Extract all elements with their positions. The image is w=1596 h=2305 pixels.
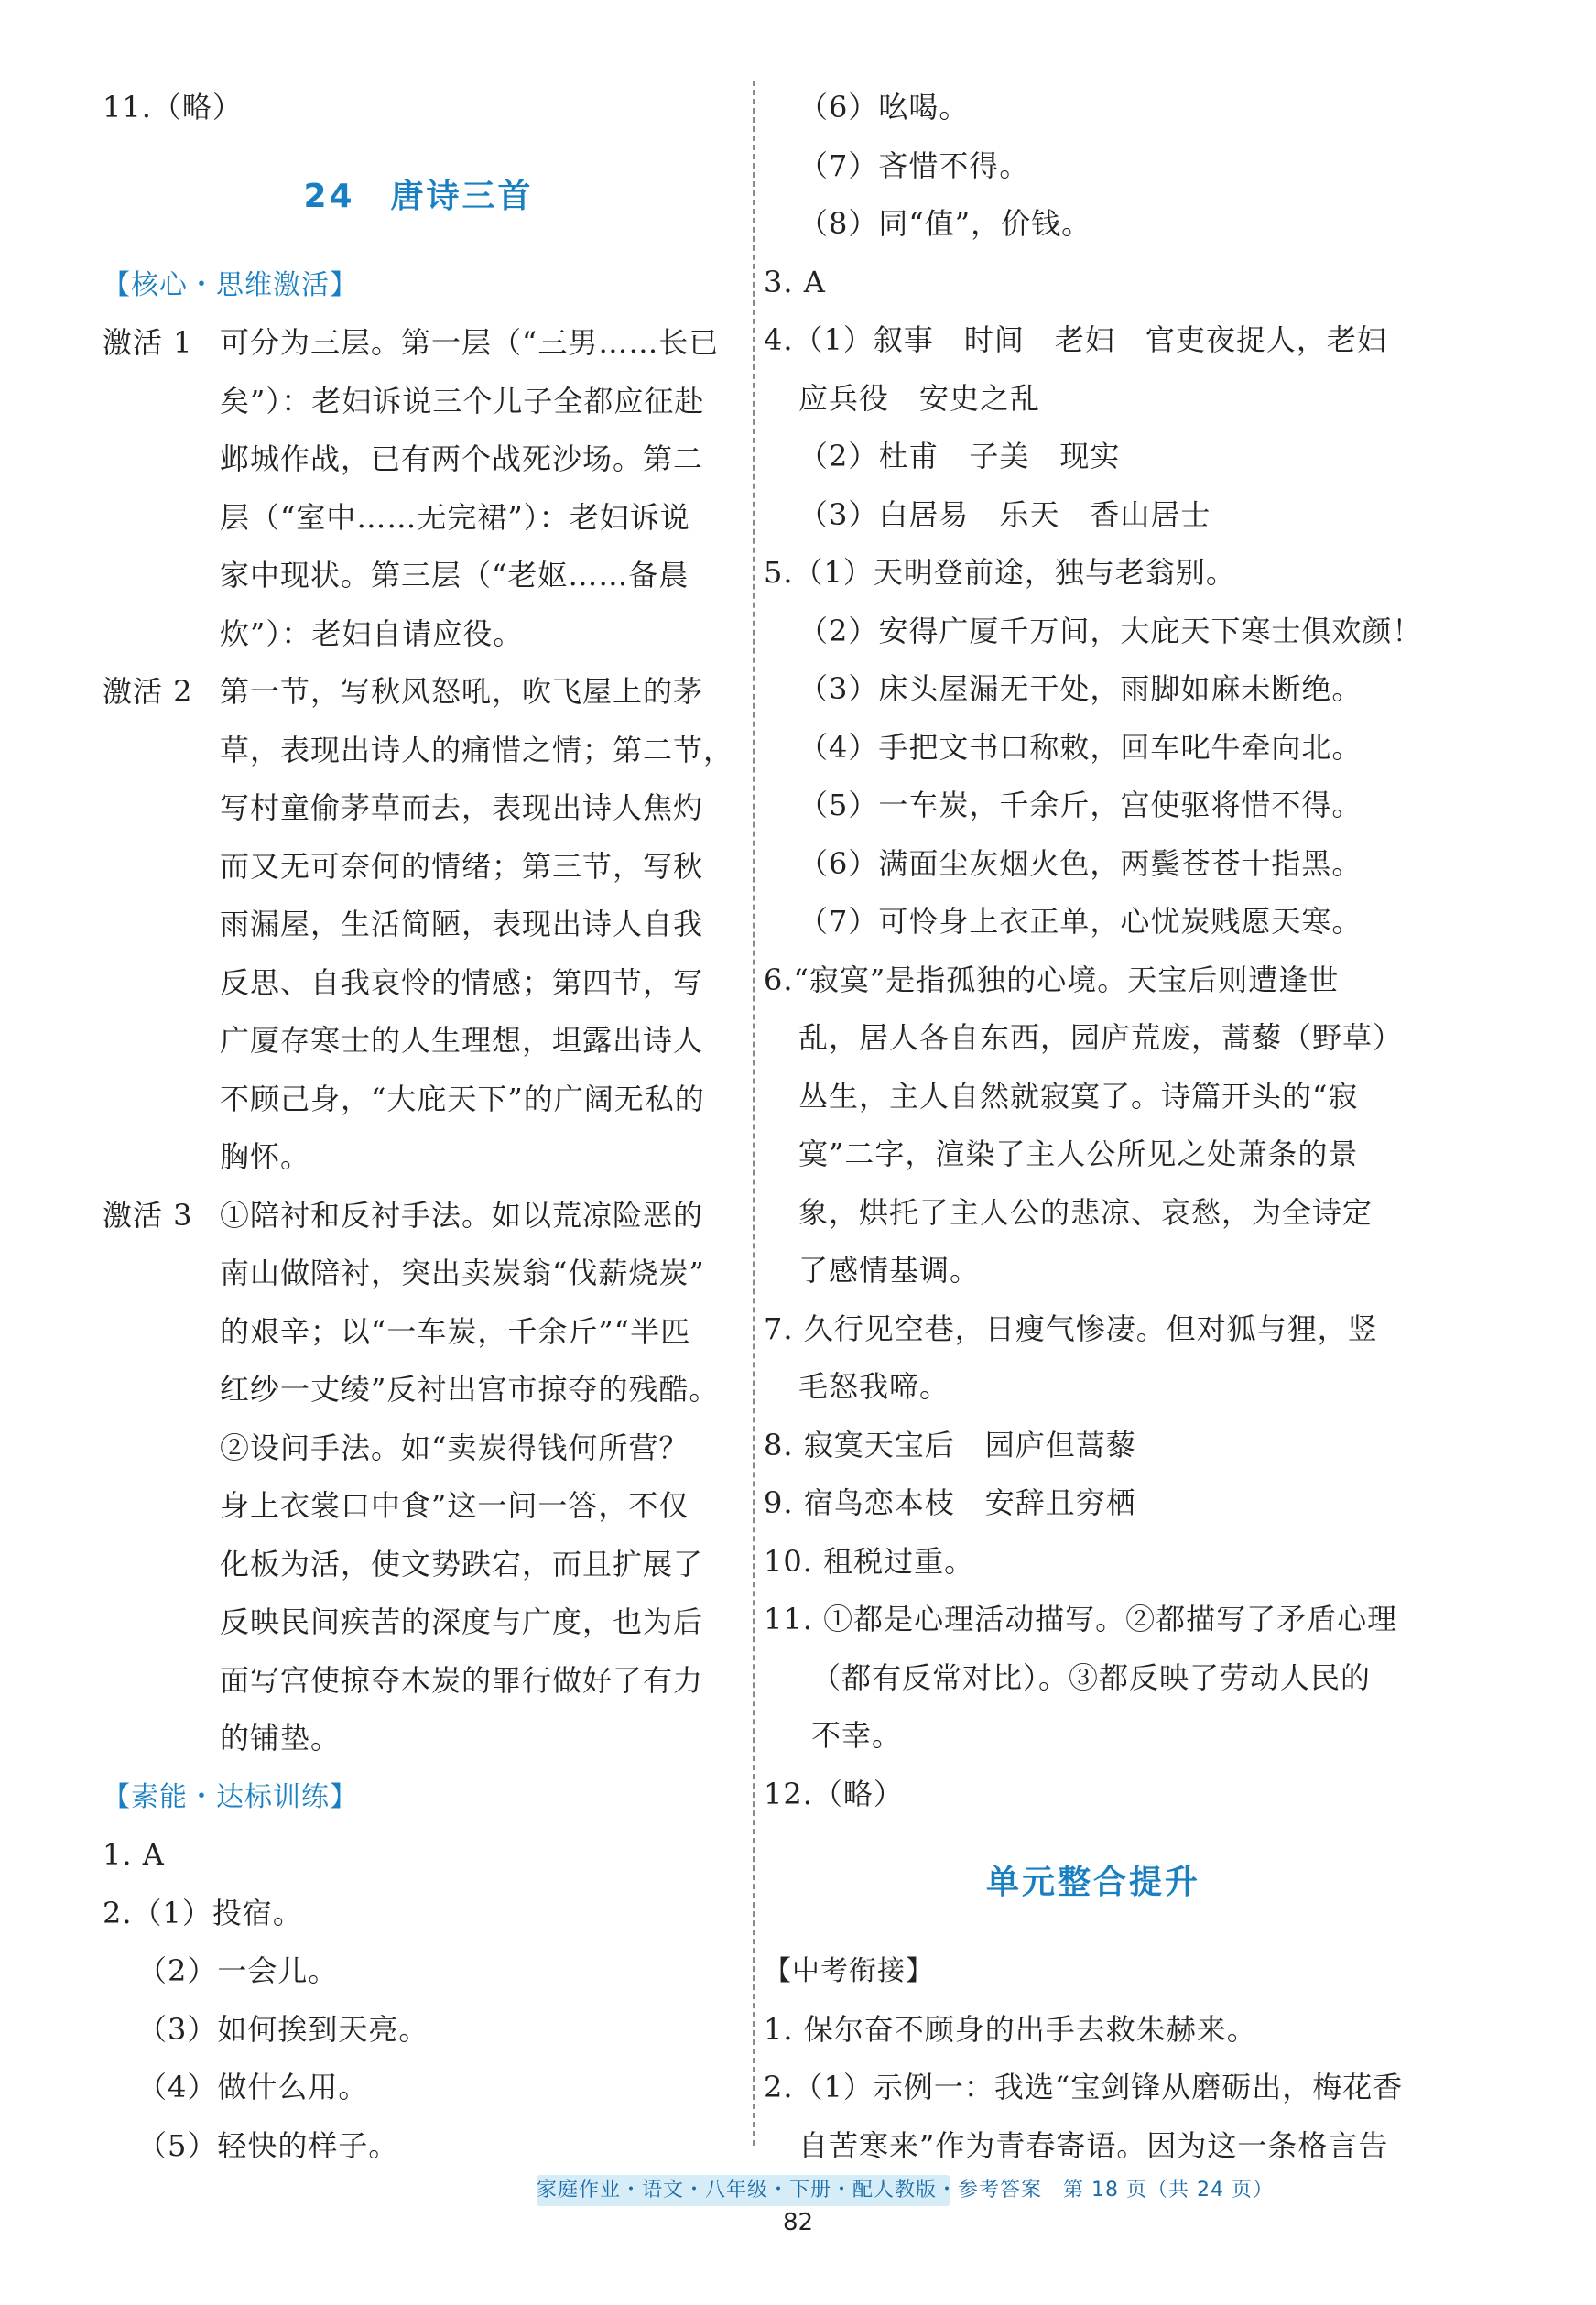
text-line: ②设问手法。如“卖炭得钱何所营？ <box>220 1430 689 1465</box>
text-line: 不顾己身，“大庇天下”的广阔无私的 <box>220 1081 705 1116</box>
text-line: （5）一车炭，千余斤，宫使驱将惜不得。 <box>798 788 1363 822</box>
text-line: 的艰辛；以“一车炭，千余斤”“半匹 <box>220 1313 691 1349</box>
text-line: 第一节，写秋风怒吼，吹飞屋上的茅 <box>220 674 704 709</box>
text-line: 了感情基调。 <box>798 1253 981 1288</box>
answer-8: 8. 寂寞天宝后 园庐但蒿藜 <box>764 1427 1136 1462</box>
text-line: 2.（1）示例一：我选“宝剑锋从磨砺出，梅花香 <box>764 2070 1404 2104</box>
text-line: 的铺垫。 <box>220 1721 342 1756</box>
text-line: 应兵役 安史之乱 <box>798 380 1041 416</box>
text-line: （6）吆喝。 <box>798 90 970 125</box>
right-column <box>764 79 1423 2175</box>
text-line: （3）如何挨到天亮。 <box>137 2011 429 2047</box>
text-line: 丛生，主人自然就寂寞了。诗篇开头的“寂 <box>798 1078 1359 1114</box>
page-number: 82 <box>782 2209 814 2236</box>
answer-7 <box>764 1300 1423 1417</box>
footer-bar: 家庭作业・语文・八年级・下册・配人教版・参考答案 第 18 页（共 24 页） <box>537 2175 950 2206</box>
activation-3-label: 激活 3 <box>103 1197 193 1233</box>
text-line: 而又无可奈何的情绪；第三节，写秋 <box>220 848 704 884</box>
text-line: 乱，居人各自东西，园庐荒废，蒿藜（野草） <box>798 1020 1404 1055</box>
text-line: （7）吝惜不得。 <box>798 147 1030 183</box>
text-line: 象，烘托了主人公的悲凉、哀愁，为全诗定 <box>798 1194 1373 1230</box>
activation-3 <box>103 1187 734 1768</box>
answer-2 <box>103 1885 734 2176</box>
activation-2-label: 激活 2 <box>103 674 193 709</box>
text-line: （2）安得广厦千万间，大庇天下寒士俱欢颜！ <box>798 613 1423 648</box>
answer-1: 1. A <box>103 1837 165 1872</box>
section-skill-heading: 【素能・达标训练】 <box>103 1780 358 1813</box>
text-line: （2）杜甫 子美 现实 <box>798 439 1121 473</box>
text-line: 矣”）：老妇诉说三个儿子全都应征赴 <box>220 383 705 419</box>
text-line: 层（“室中……无完裙”）：老妇诉说 <box>220 499 690 535</box>
text-line: （3）白居易 乐天 香山居士 <box>798 496 1211 532</box>
text-line: （5）轻快的样子。 <box>137 2127 399 2163</box>
text-line: 胸怀。 <box>220 1139 311 1174</box>
text-line: 炊”）：老妇自请应役。 <box>220 615 524 651</box>
answer-6 <box>764 951 1423 1300</box>
text-line: 家中现状。第三层（“老妪……备晨 <box>220 558 689 593</box>
text-line: 反思、自我哀怜的情感；第四节，写 <box>220 964 704 1000</box>
column-divider <box>753 81 755 2146</box>
answer-5 <box>764 544 1423 951</box>
section-exam-heading: 【中考衔接】 <box>764 1955 934 1987</box>
text-line: 面写宫使掠夺木炭的罪行做好了有力 <box>220 1662 704 1698</box>
text-line: 红纱一丈绫”反衬出宫市掠夺的残酷。 <box>220 1372 720 1407</box>
text-line: （2）一会儿。 <box>137 1953 339 1988</box>
answer-10: 10. 租税过重。 <box>764 1543 975 1579</box>
text-line: 寞”二字，渲染了主人公所见之处萧条的景 <box>798 1136 1359 1171</box>
answer-2-continued <box>764 79 1423 254</box>
answer-9: 9. 宿鸟恋本枝 安辞且穷栖 <box>764 1485 1136 1520</box>
text-line: 写村童偷茅草而去，表现出诗人焦灼 <box>220 790 704 825</box>
text-line: ①陪衬和反衬手法。如以荒凉险恶的 <box>220 1197 704 1233</box>
unit-title: 单元整合提升 <box>985 1864 1200 1901</box>
text-line: 草，表现出诗人的痛惜之情；第二节， <box>220 732 734 767</box>
activation-1-label: 激活 1 <box>103 325 193 360</box>
text-line: 身上衣裳口中食”这一问一答，不仅 <box>220 1488 689 1523</box>
text-line: 毛怒我啼。 <box>798 1369 950 1404</box>
text-line: 5.（1）天明登前途，独与老翁别。 <box>764 555 1236 590</box>
text-line: 邺城作战，已有两个战死沙场。第二 <box>220 441 704 476</box>
prev-answer-11: 11.（略） <box>103 90 243 125</box>
text-line: （7）可怜身上衣正单，心忧炭贱愿天寒。 <box>798 904 1363 939</box>
text-line: 自苦寒来”作为青春寄语。因为这一条格言告 <box>798 2127 1389 2163</box>
activation-1 <box>103 314 734 663</box>
activation-2 <box>103 663 734 1187</box>
text-line: （8）同“值”，价钱。 <box>798 206 1092 241</box>
text-line: （4）手把文书口称敕，回车叱牛牵向北。 <box>798 729 1363 765</box>
text-line: 雨漏屋，生活简陋，表现出诗人自我 <box>220 907 704 941</box>
text-line: 广厦存寒士的人生理想，坦露出诗人 <box>220 1023 704 1058</box>
text-line: 4.（1）叙事 时间 老妇 官吏夜捉人，老妇 <box>764 322 1387 357</box>
text-line: 反映民间疾苦的深度与广度，也为后 <box>220 1604 704 1639</box>
text-line: （都有反常对比）。③都反映了劳动人民的 <box>811 1659 1372 1695</box>
text-line: 不幸。 <box>811 1718 903 1753</box>
lesson-title: 24 唐诗三首 <box>303 177 534 215</box>
text-line: （4）做什么用。 <box>137 2070 369 2104</box>
answer-11 <box>764 1591 1423 1766</box>
answer-4 <box>764 311 1423 544</box>
text-line: 7. 久行见空巷，日瘦气惨凄。但对狐与狸，竖 <box>764 1310 1378 1346</box>
answer-12: 12.（略） <box>764 1776 904 1811</box>
left-column <box>103 79 734 2175</box>
section-core-heading: 【核心・思维激活】 <box>103 268 358 301</box>
text-line: 可分为三层。第一层（“三男……长已 <box>220 325 720 360</box>
text-line: 2.（1）投宿。 <box>103 1895 303 1930</box>
answer-3: 3. A <box>764 264 826 299</box>
text-line: （3）床头屋漏无干处，雨脚如麻未断绝。 <box>798 671 1363 706</box>
exam-answer-2 <box>764 2059 1423 2175</box>
exam-answer-1: 1. 保尔奋不顾身的出手去救朱赫来。 <box>764 2011 1257 2047</box>
text-line: （6）满面尘灰烟火色，两鬓苍苍十指黑。 <box>798 845 1363 881</box>
text-line: 11. ①都是心理活动描写。②都描写了矛盾心理 <box>764 1602 1398 1636</box>
text-line: 6.“寂寞”是指孤独的心境。天宝后则遭逢世 <box>764 962 1340 997</box>
text-line: 南山做陪衬，突出卖炭翁“伐薪烧炭” <box>220 1256 705 1290</box>
text-line: 化板为活，使文势跌宕，而且扩展了 <box>220 1546 704 1582</box>
